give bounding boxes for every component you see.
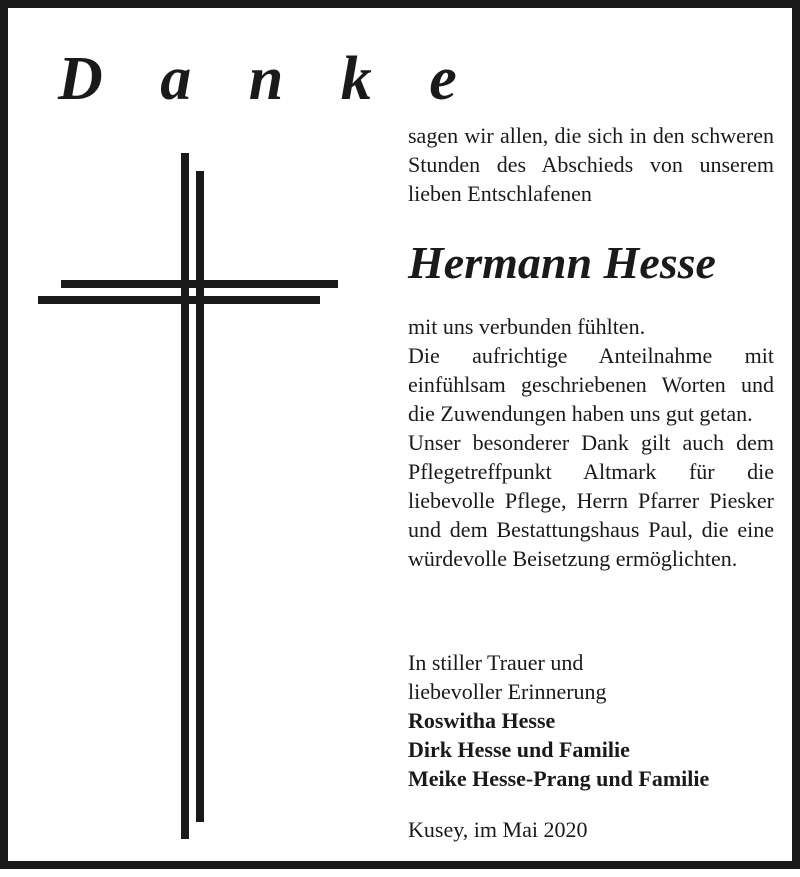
closing-line: In stiller Trauer und <box>408 650 584 675</box>
mourner-name: Meike Hesse-Prang und Familie <box>408 766 710 791</box>
intro-text <box>408 121 774 208</box>
mourner-name: Dirk Hesse und Familie <box>408 737 630 762</box>
body-paragraph-1: mit uns verbunden fühlten. <box>408 314 646 339</box>
body-paragraph-3: Unser besonderer Dank gilt auch dem Pflegetreffpunkt Altmark für die liebevolle Pflege, Herrn Pfarrer Piesker und dem Bestattungshaus Paul, die eine würdevolle Beisetzung ermöglichten. <box>408 430 774 571</box>
closing-line: liebevoller Erinnerung <box>408 679 607 704</box>
body-text <box>408 312 774 573</box>
intro-paragraph: sagen wir allen, die sich in den schweren Stunden des Abschieds von unserem lieben Entschlafenen <box>408 123 774 206</box>
closing-block <box>408 648 774 793</box>
mourner-name: Roswitha Hesse <box>408 708 556 733</box>
place-date: Kusey, im Mai 2020 <box>408 817 588 842</box>
deceased-name: Hermann Hesse <box>408 237 716 288</box>
notice-title: D a n k e <box>58 45 478 113</box>
body-paragraph-2: Die aufrichtige Anteilnahme mit einfühlsam geschriebenen Worten und die Zuwendungen haben uns gut getan. <box>408 343 774 426</box>
